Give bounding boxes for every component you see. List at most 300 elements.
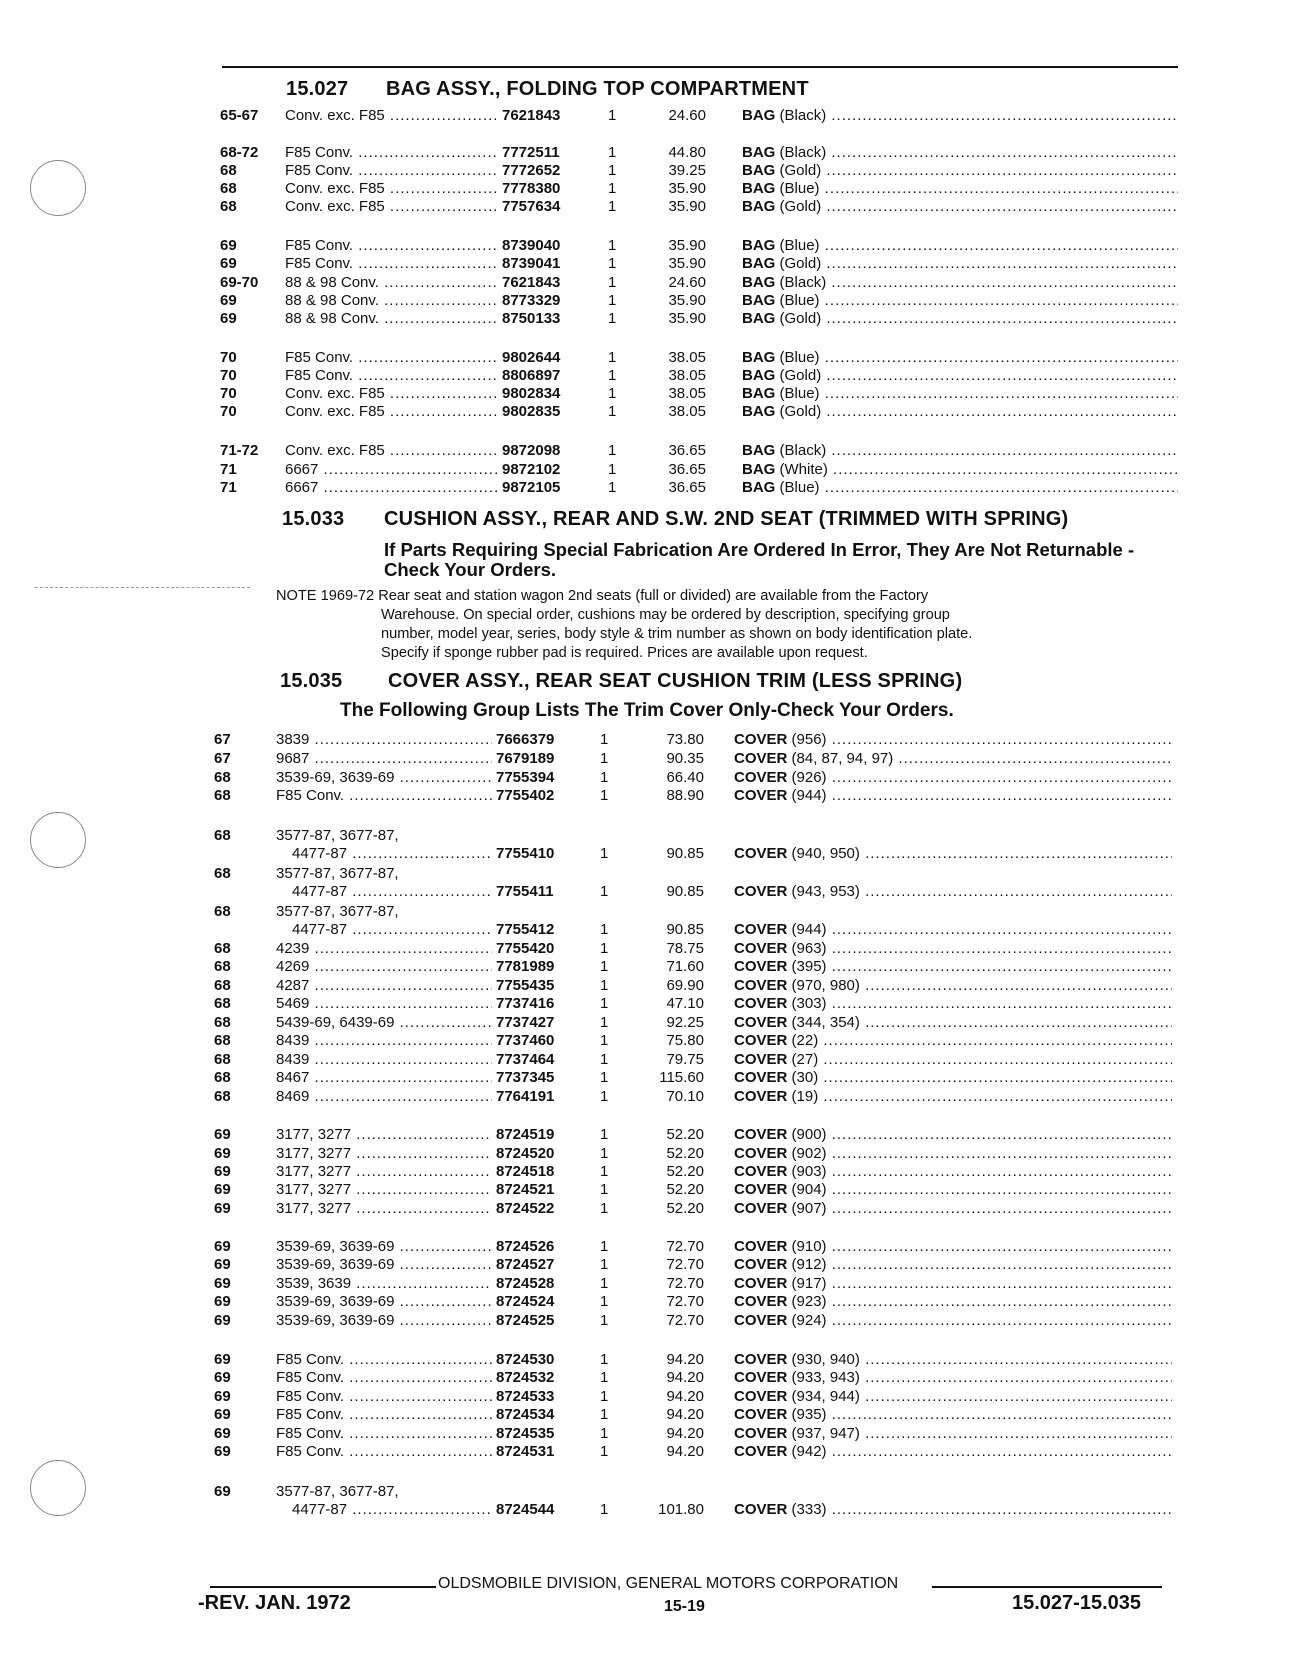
model-year: 69: [214, 1145, 231, 1162]
item-spec: (926): [791, 769, 827, 786]
item-description: [734, 1144, 1172, 1163]
item-name: COVER: [734, 1312, 788, 1329]
price: 90.85: [666, 883, 704, 900]
item-spec: (910): [791, 1238, 827, 1255]
item-name: COVER: [734, 1126, 788, 1143]
price: 90.35: [666, 750, 704, 767]
item-description: [734, 1013, 1172, 1032]
table-row: [0, 1311, 1292, 1330]
section-number: 15.027: [286, 78, 349, 100]
price: 71.60: [666, 958, 704, 975]
item-spec: (84, 87, 94, 97): [791, 750, 894, 767]
item-spec: (900): [791, 1126, 827, 1143]
table-row: [0, 161, 1292, 180]
item-spec: (923): [791, 1293, 827, 1310]
model-year: 68: [214, 958, 231, 975]
item-name: BAG: [742, 144, 776, 161]
item-name: COVER: [734, 1238, 788, 1255]
price: 94.20: [666, 1425, 704, 1442]
item-description: [742, 366, 1178, 385]
table-row: [0, 957, 1292, 976]
price: 24.60: [668, 107, 706, 124]
part-number: 8724534: [496, 1406, 555, 1423]
model-prefix: 3577-87, 3677-87,: [276, 865, 399, 882]
section-title: BAG ASSY., FOLDING TOP COMPARTMENT: [386, 78, 809, 100]
price: 94.20: [666, 1351, 704, 1368]
quantity: 1: [608, 310, 617, 327]
model-desc: 3539-69, 3639-69 .....: [276, 1292, 492, 1311]
item-description: [734, 1237, 1172, 1256]
table-row: [0, 402, 1292, 421]
part-number: 7621843: [502, 274, 561, 291]
quantity: 1: [600, 1425, 609, 1442]
table-row: [0, 730, 1292, 749]
quantity: 1: [600, 1501, 609, 1518]
model-desc: 5469 .....: [276, 994, 492, 1013]
quantity: 1: [600, 1443, 609, 1460]
item-name: COVER: [734, 995, 788, 1012]
model-desc: Conv. exc. F85 .....: [285, 179, 498, 198]
item-spec: (344, 354): [791, 1014, 860, 1031]
part-number: 8724533: [496, 1388, 555, 1405]
part-number: 8724525: [496, 1312, 555, 1329]
item-spec: (Blue): [779, 292, 820, 309]
part-number: 8724528: [496, 1275, 555, 1292]
quantity: 1: [608, 144, 617, 161]
model-year: 69: [214, 1483, 231, 1500]
model-desc: F85 Conv. .....: [285, 366, 498, 385]
model-year: 69: [214, 1275, 231, 1292]
item-spec: (963): [791, 940, 827, 957]
item-description: [734, 1500, 1172, 1519]
part-number: 8724535: [496, 1425, 555, 1442]
footer-page-number: 15-19: [664, 1598, 705, 1615]
part-number: 7737345: [496, 1069, 555, 1086]
table-row: [0, 1050, 1292, 1069]
quantity: 1: [600, 731, 609, 748]
part-number: 8724532: [496, 1369, 555, 1386]
price: 24.60: [668, 274, 706, 291]
item-description: [742, 179, 1178, 198]
price: 79.75: [666, 1051, 704, 1068]
price: 78.75: [666, 940, 704, 957]
note-line: Warehouse. On special order, cushions may be ordered by description, specifying group: [381, 607, 950, 623]
model-year: 69: [214, 1369, 231, 1386]
price: 52.20: [666, 1200, 704, 1217]
item-description: [734, 1199, 1172, 1218]
item-name: COVER: [734, 1051, 788, 1068]
model-year: 69: [214, 1388, 231, 1405]
part-number: 7772511: [502, 144, 560, 161]
cover-subheading: The Following Group Lists The Trim Cover Only-Check Your Orders.: [340, 700, 954, 721]
price: 47.10: [666, 995, 704, 1012]
price: 70.10: [666, 1088, 704, 1105]
table-row: [0, 254, 1292, 273]
item-description: [742, 273, 1178, 292]
item-description: [742, 348, 1178, 367]
part-number: 8724526: [496, 1238, 555, 1255]
item-name: BAG: [742, 107, 776, 124]
item-description: [734, 1424, 1172, 1443]
quantity: 1: [600, 1088, 609, 1105]
item-name: BAG: [742, 274, 776, 291]
item-description: [742, 384, 1178, 403]
quantity: 1: [600, 1351, 609, 1368]
part-number: 9872098: [502, 442, 561, 459]
table-row: [0, 1292, 1292, 1311]
table-row: [0, 976, 1292, 995]
item-spec: (Gold): [779, 198, 822, 215]
item-name: BAG: [742, 292, 776, 309]
item-spec: (956): [791, 731, 827, 748]
model-desc: 3539-69, 3639-69 .....: [276, 1255, 492, 1274]
model-desc: 3539, 3639 .....: [276, 1274, 492, 1293]
item-description: [742, 236, 1178, 255]
quantity: 1: [600, 1163, 609, 1180]
model-desc: Conv. exc. F85 .....: [285, 197, 498, 216]
price: 94.20: [666, 1369, 704, 1386]
model-year: 70: [220, 349, 237, 366]
model-desc: 4239 .....: [276, 939, 492, 958]
item-name: BAG: [742, 180, 776, 197]
item-name: COVER: [734, 1388, 788, 1405]
item-description: [734, 786, 1172, 805]
item-description: [734, 1068, 1172, 1087]
model-desc: 8467 .....: [276, 1068, 492, 1087]
part-number: 9872105: [502, 479, 561, 496]
item-spec: (940, 950): [791, 845, 860, 862]
item-description: [734, 882, 1172, 901]
item-name: COVER: [734, 1032, 788, 1049]
model-desc: F85 Conv. .....: [285, 254, 498, 273]
quantity: 1: [608, 107, 617, 124]
price: 36.65: [668, 442, 706, 459]
price: 44.80: [668, 144, 706, 161]
model-desc: F85 Conv. .....: [285, 143, 498, 162]
part-number: 7737460: [496, 1032, 555, 1049]
footer-company: OLDSMOBILE DIVISION, GENERAL MOTORS CORPORATION: [438, 1575, 899, 1592]
item-description: [734, 1368, 1172, 1387]
footer-revision: -REV. JAN. 1972: [198, 1592, 351, 1614]
model-year: 69: [220, 237, 237, 254]
part-number: 8724522: [496, 1200, 555, 1217]
model-desc: F85 Conv. .....: [285, 348, 498, 367]
model-desc: 3177, 3277 .....: [276, 1144, 492, 1163]
table-row: [0, 786, 1292, 805]
quantity: 1: [600, 1051, 609, 1068]
table-row: [0, 1424, 1292, 1443]
item-spec: (Black): [779, 144, 827, 161]
model-year: 68: [214, 1051, 231, 1068]
item-description: [734, 844, 1172, 863]
quantity: 1: [600, 1014, 609, 1031]
section-number: 15.033: [282, 508, 345, 530]
quantity: 1: [608, 479, 617, 496]
price: 36.65: [668, 461, 706, 478]
table-row: [0, 1368, 1292, 1387]
quantity: 1: [600, 1200, 609, 1217]
model-desc: 4477-87 .....: [292, 1500, 492, 1519]
model-year: 68: [214, 995, 231, 1012]
model-year: 68: [214, 1088, 231, 1105]
model-desc: F85 Conv. .....: [285, 236, 498, 255]
model-prefix: 3577-87, 3677-87,: [276, 1483, 399, 1500]
item-spec: (944): [791, 921, 827, 938]
table-row: [0, 460, 1292, 479]
part-number: 8724524: [496, 1293, 555, 1310]
item-name: BAG: [742, 310, 776, 327]
item-spec: (930, 940): [791, 1351, 860, 1368]
model-desc: F85 Conv. .....: [276, 786, 492, 805]
model-year: 70: [220, 385, 237, 402]
item-name: BAG: [742, 255, 776, 272]
quantity: 1: [600, 1256, 609, 1273]
model-year: 68: [214, 827, 231, 844]
table-row: [0, 143, 1292, 162]
quantity: 1: [608, 180, 617, 197]
item-description: [734, 1405, 1172, 1424]
item-name: COVER: [734, 1425, 788, 1442]
table-row: [0, 1500, 1292, 1519]
price: 35.90: [668, 292, 706, 309]
part-number: 7755420: [496, 940, 555, 957]
model-desc: 6667 .....: [285, 460, 498, 479]
model-year: 69: [214, 1406, 231, 1423]
item-description: [734, 1031, 1172, 1050]
item-spec: (912): [791, 1256, 827, 1273]
table-row: [0, 197, 1292, 216]
model-year: 69: [220, 292, 237, 309]
price: 36.65: [668, 479, 706, 496]
price: 52.20: [666, 1163, 704, 1180]
top-rule: [222, 66, 1178, 68]
part-number: 7737416: [496, 995, 555, 1012]
price: 69.90: [666, 977, 704, 994]
model-year: 69: [220, 255, 237, 272]
footer-rule: [210, 1586, 436, 1588]
price: 72.70: [666, 1312, 704, 1329]
table-row: [0, 1237, 1292, 1256]
quantity: 1: [608, 198, 617, 215]
model-year: 71: [220, 461, 237, 478]
item-spec: (22): [791, 1032, 819, 1049]
item-name: COVER: [734, 1181, 788, 1198]
item-name: COVER: [734, 1351, 788, 1368]
item-name: BAG: [742, 237, 776, 254]
model-desc: 4287 .....: [276, 976, 492, 995]
item-name: BAG: [742, 385, 776, 402]
quantity: 1: [608, 367, 617, 384]
item-description: [734, 1125, 1172, 1144]
model-desc: 3177, 3277 .....: [276, 1125, 492, 1144]
part-number: 8724521: [496, 1181, 555, 1198]
model-year: 69: [214, 1443, 231, 1460]
item-spec: (27): [791, 1051, 819, 1068]
item-name: BAG: [742, 162, 776, 179]
model-desc: 9687 .....: [276, 749, 492, 768]
item-description: [734, 730, 1172, 749]
item-name: COVER: [734, 769, 788, 786]
quantity: 1: [600, 940, 609, 957]
table-row: [0, 1031, 1292, 1050]
item-name: BAG: [742, 442, 776, 459]
quantity: 1: [600, 921, 609, 938]
model-year: 65-67: [220, 107, 259, 124]
price: 92.25: [666, 1014, 704, 1031]
price: 101.80: [658, 1501, 704, 1518]
price: 73.80: [666, 731, 704, 748]
item-name: COVER: [734, 731, 788, 748]
table-row: [0, 236, 1292, 255]
model-desc: 3177, 3277 .....: [276, 1162, 492, 1181]
model-desc: 5439-69, 6439-69 .....: [276, 1013, 492, 1032]
item-description: [742, 254, 1178, 273]
part-number: 9802835: [502, 403, 561, 420]
model-year: 69: [214, 1256, 231, 1273]
item-spec: (944): [791, 787, 827, 804]
table-row: [0, 348, 1292, 367]
model-year: 69: [214, 1351, 231, 1368]
price: 72.70: [666, 1275, 704, 1292]
model-desc: 3539-69, 3639-69 .....: [276, 1237, 492, 1256]
model-year: 68: [214, 1069, 231, 1086]
item-name: COVER: [734, 1275, 788, 1292]
item-spec: (937, 947): [791, 1425, 860, 1442]
part-number: 7764191: [496, 1088, 555, 1105]
price: 35.90: [668, 310, 706, 327]
item-spec: (970, 980): [791, 977, 860, 994]
quantity: 1: [608, 292, 617, 309]
model-desc: 6667 .....: [285, 478, 498, 497]
item-name: BAG: [742, 367, 776, 384]
price: 38.05: [668, 385, 706, 402]
price: 52.20: [666, 1145, 704, 1162]
quantity: 1: [608, 255, 617, 272]
part-number: 7737464: [496, 1051, 555, 1068]
quantity: 1: [600, 1406, 609, 1423]
quantity: 1: [608, 385, 617, 402]
item-spec: (Blue): [779, 349, 820, 366]
item-spec: (303): [791, 995, 827, 1012]
price: 38.05: [668, 367, 706, 384]
footer-rule: [932, 1586, 1162, 1588]
model-desc: 4477-87 .....: [292, 920, 492, 939]
part-number: 7755394: [496, 769, 555, 786]
item-spec: (Gold): [779, 403, 822, 420]
quantity: 1: [600, 1181, 609, 1198]
item-name: BAG: [742, 403, 776, 420]
price: 35.90: [668, 237, 706, 254]
part-number: 8724519: [496, 1126, 555, 1143]
part-number: 8739040: [502, 237, 561, 254]
table-row: [0, 1180, 1292, 1199]
quantity: 1: [600, 1126, 609, 1143]
price: 90.85: [666, 845, 704, 862]
model-desc: Conv. exc. F85 .....: [285, 384, 498, 403]
note-text: [276, 587, 1156, 663]
item-spec: (943, 953): [791, 883, 860, 900]
item-spec: (907): [791, 1200, 827, 1217]
model-desc: 88 & 98 Conv. .....: [285, 273, 498, 292]
price: 72.70: [666, 1238, 704, 1255]
model-desc: 8469 .....: [276, 1087, 492, 1106]
item-name: COVER: [734, 1501, 788, 1518]
item-name: COVER: [734, 977, 788, 994]
part-number: 7755435: [496, 977, 555, 994]
item-name: COVER: [734, 750, 788, 767]
model-desc: 4477-87 .....: [292, 882, 492, 901]
price: 38.05: [668, 349, 706, 366]
part-number: 7781989: [496, 958, 555, 975]
part-number: 7737427: [496, 1014, 555, 1031]
item-spec: (Blue): [779, 180, 820, 197]
model-desc: F85 Conv. .....: [276, 1405, 492, 1424]
price: 35.90: [668, 255, 706, 272]
item-spec: (Black): [779, 274, 827, 291]
model-year: 69: [214, 1163, 231, 1180]
table-row: [0, 920, 1292, 939]
item-description: [734, 1387, 1172, 1406]
item-name: COVER: [734, 1293, 788, 1310]
table-row: [0, 291, 1292, 310]
model-year: 68: [214, 787, 231, 804]
item-name: COVER: [734, 940, 788, 957]
section-heading: [286, 78, 809, 101]
price: 35.90: [668, 180, 706, 197]
model-desc: 8439 .....: [276, 1031, 492, 1050]
item-description: [742, 161, 1178, 180]
model-year: 68: [214, 769, 231, 786]
price: 72.70: [666, 1293, 704, 1310]
price: 94.20: [666, 1443, 704, 1460]
item-spec: (933, 943): [791, 1369, 860, 1386]
model-desc: 3177, 3277 .....: [276, 1199, 492, 1218]
table-row: [0, 749, 1292, 768]
table-row: [0, 366, 1292, 385]
table-row: [0, 939, 1292, 958]
quantity: 1: [600, 769, 609, 786]
quantity: 1: [600, 883, 609, 900]
model-year: 69-70: [220, 274, 259, 291]
model-year: 68: [214, 903, 231, 920]
part-number: 8773329: [502, 292, 561, 309]
part-number: 8724544: [496, 1501, 555, 1518]
model-desc: F85 Conv. .....: [276, 1387, 492, 1406]
model-desc: 8439 .....: [276, 1050, 492, 1069]
quantity: 1: [600, 1275, 609, 1292]
model-desc: Conv. exc. F85 .....: [285, 402, 498, 421]
quantity: 1: [600, 995, 609, 1012]
model-year: 69: [214, 1293, 231, 1310]
part-number: 7757634: [502, 198, 561, 215]
item-spec: (30): [791, 1069, 819, 1086]
table-row: [0, 1350, 1292, 1369]
quantity: 1: [608, 162, 617, 179]
model-desc: 3539-69, 3639-69 .....: [276, 768, 492, 787]
quantity: 1: [600, 1032, 609, 1049]
model-year: 69: [214, 1425, 231, 1442]
model-year: 68: [220, 180, 237, 197]
quantity: 1: [600, 787, 609, 804]
table-row: [0, 1087, 1292, 1106]
section-heading: [282, 508, 1068, 531]
item-description: [734, 976, 1172, 995]
table-row: [0, 1255, 1292, 1274]
quantity: 1: [600, 1293, 609, 1310]
model-year: 69: [214, 1238, 231, 1255]
item-description: [742, 197, 1178, 216]
price: 94.20: [666, 1388, 704, 1405]
